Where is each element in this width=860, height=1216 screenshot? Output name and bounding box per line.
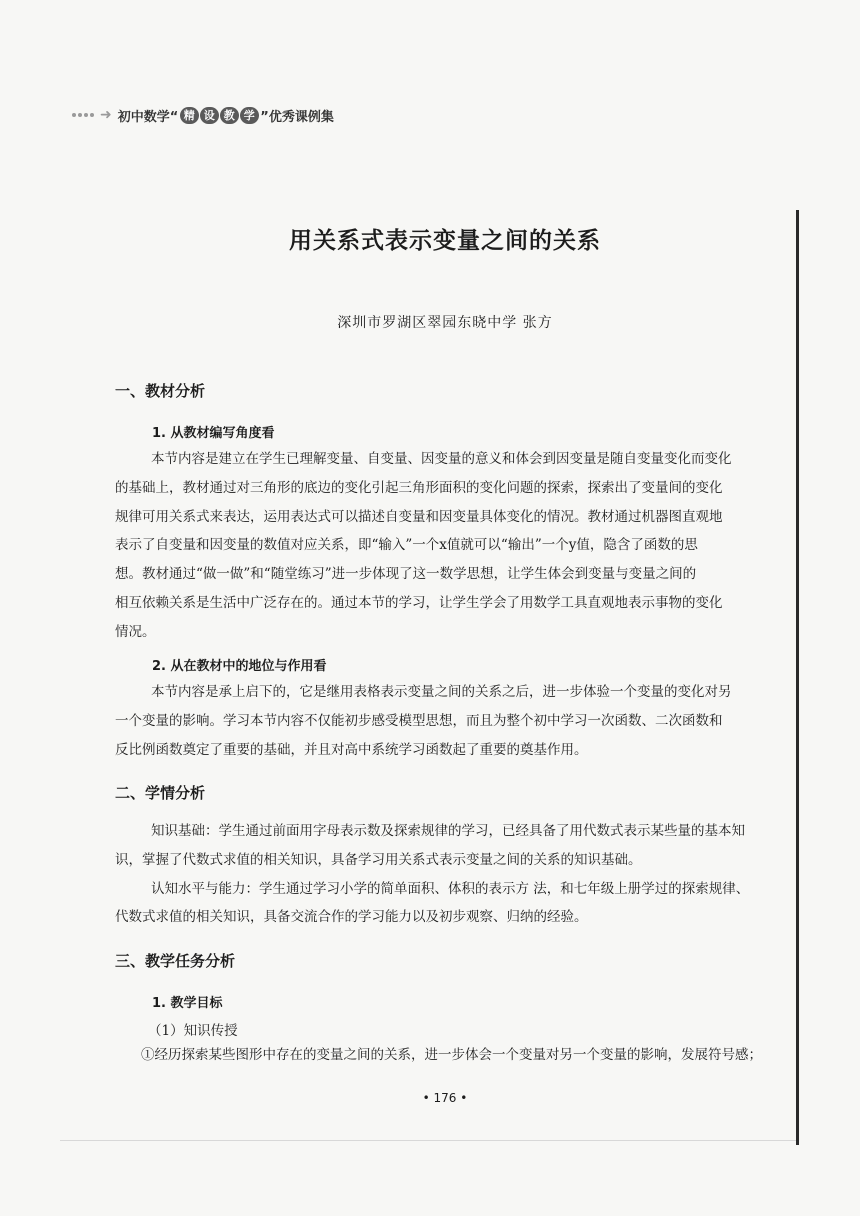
text-line: 规律可用关系式来表达，运用表达式可以描述自变量和因变量具体变化的情况。教材通过机器图直观地 (115, 508, 723, 525)
subsection-heading: 2. 从在教材中的地位与作用看 (152, 659, 327, 674)
paragraph (115, 817, 767, 932)
text-line: ①经历探索某些图形中存在的变量之间的关系，进一步体会一个变量对另一个变量的影响，发展符号感； (141, 1047, 762, 1063)
section-heading: 三、教学任务分析 (115, 952, 236, 970)
article-title: 用关系式表示变量之间的关系 (289, 227, 601, 254)
text-line: 相互依赖关系是生活中广泛存在的。通过本节的学习，让学生学会了用数学工具直观地表示事物的变化 (115, 594, 723, 611)
text-line: 识，掌握了代数式求值的相关知识，具备学习用关系式表示变量之间的关系的知识基础。 (115, 851, 642, 868)
book-title-badges (179, 107, 259, 124)
paragraph (115, 1041, 767, 1070)
running-header (72, 104, 334, 126)
page-bottom-rule (60, 1140, 796, 1141)
section-heading: 二、学情分析 (115, 784, 206, 802)
badge-char: 学 (240, 107, 259, 124)
subsection-heading: 1. 从教材编写角度看 (152, 426, 275, 441)
text-line: 一个变量的影响。学习本节内容不仅能初步感受模型思想，而且为整个初中学习一次函数、二次函数和 (115, 712, 723, 729)
text-line: 的基础上，教材通过对三角形的底边的变化引起三角形面积的变化问题的探索，探索出了变量间的变化 (115, 479, 723, 496)
text-line: 情况。 (115, 623, 156, 640)
book-title-prefix: 初中数学“ (117, 109, 179, 125)
section-heading: 一、教材分析 (115, 382, 206, 400)
page-number: • 176 • (422, 1091, 468, 1105)
text-line: 想。教材通过“做一做”和“随堂练习”进一步体现了这一数学思想，让学生体会到变量与变量之间的 (115, 566, 697, 583)
text-line: 表示了自变量和因变量的数值对应关系，即“输入”一个x值就可以“输出”一个y值，隐含了函数的思 (115, 537, 698, 554)
badge-char: 精 (180, 107, 199, 124)
text-line: 认知水平与能力：学生通过学习小学的简单面积、体积的表示方 法，和七年级上册学过的探索规律、 (151, 880, 750, 897)
paragraph (115, 678, 767, 764)
arrow-right-icon: ➜ (100, 107, 112, 123)
book-title-suffix: ”优秀课例集 (260, 109, 334, 125)
text-line: 代数式求值的相关知识，具备交流合作的学习能力以及初步观察、归纳的经验。 (115, 909, 588, 926)
subsection-heading: 1. 教学目标 (152, 996, 223, 1011)
badge-char: 教 (220, 107, 239, 124)
text-line: 反比例函数奠定了重要的基础，并且对高中系统学习函数起了重要的奠基作用。 (115, 741, 588, 758)
text-line: 本节内容是建立在学生已理解变量、自变量、因变量的意义和体会到因变量是随自变量变化而变化 (151, 451, 732, 467)
text-line: 本节内容是承上启下的，它是继用表格表示变量之间的关系之后，进一步体验一个变量的变化对另 (151, 684, 732, 700)
badge-char: 设 (200, 107, 219, 124)
text-line: 知识基础：学生通过前面用字母表示数及探索规律的学习，已经具备了用代数式表示某些量的基本知 (151, 823, 745, 839)
paragraph (115, 445, 767, 647)
author-line: 深圳市罗湖区翠园东晓中学 张方 (337, 315, 553, 331)
page-edge-shadow (796, 210, 799, 1145)
item-heading: （1）知识传授 (148, 1023, 238, 1039)
dots-icon (72, 113, 96, 117)
